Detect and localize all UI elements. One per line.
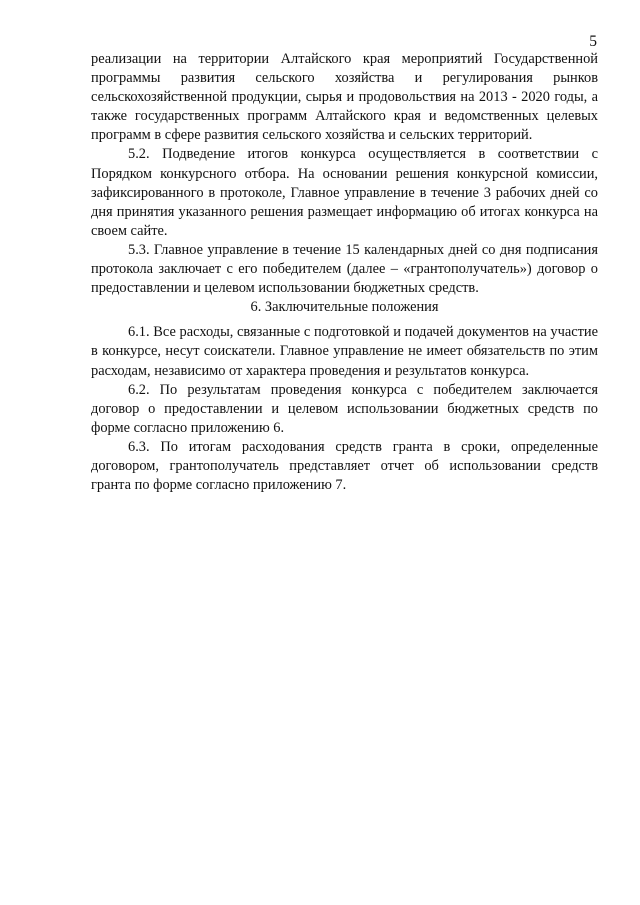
- page-number: 5: [589, 33, 597, 50]
- paragraph-6-3: 6.3. По итогам расходования средств гранта в сроки, определенные договором, грантополучатель представляет отчет об использовании средств гранта по форме согласно приложению 7.: [91, 438, 598, 494]
- paragraph-6-2: 6.2. По результатам проведения конкурса с победителем заключается договор о предоставлении и целевом использовании бюджетных средств по форме согласно приложению 6.: [91, 381, 598, 436]
- document-body: [91, 50, 598, 495]
- paragraph-6-1: 6.1. Все расходы, связанные с подготовкой и подачей документов на участие в конкурсе, несут соискатели. Главное управление не имеет обязательств по этим расходам, независимо от характера проведения и результатов конкурса.: [91, 324, 598, 379]
- section-6-heading: 6. Заключительные положения: [250, 299, 439, 316]
- paragraph-5-3: 5.3. Главное управление в течение 15 календарных дней со дня подписания протокола заключает с его победителем (далее – «грантополучатель») договор о предоставлении и целевом использовании бюджетных средств.: [91, 241, 598, 297]
- paragraph-5-2: 5.2. Подведение итогов конкурса осуществляется в соответствии с Порядком конкурсного отбора. На основании решения конкурсной комиссии, зафиксированного в протоколе, Главное управление в течение 3 рабочих дней со дня принятия указанного решения размещает информацию об итогах конкурса на своем сайте.: [91, 146, 598, 239]
- paragraph-continuation: реализации на территории Алтайского края мероприятий Государственной программы развития сельского хозяйства и регулирования рынков сельскохозяйственной продукции, сырья и продовольствия на 2013 - 2020 годы, а также государственных программ Алтайского края и ведомственных целевых программ в сфере развития сельского хозяйства и сельских территорий.: [91, 51, 598, 144]
